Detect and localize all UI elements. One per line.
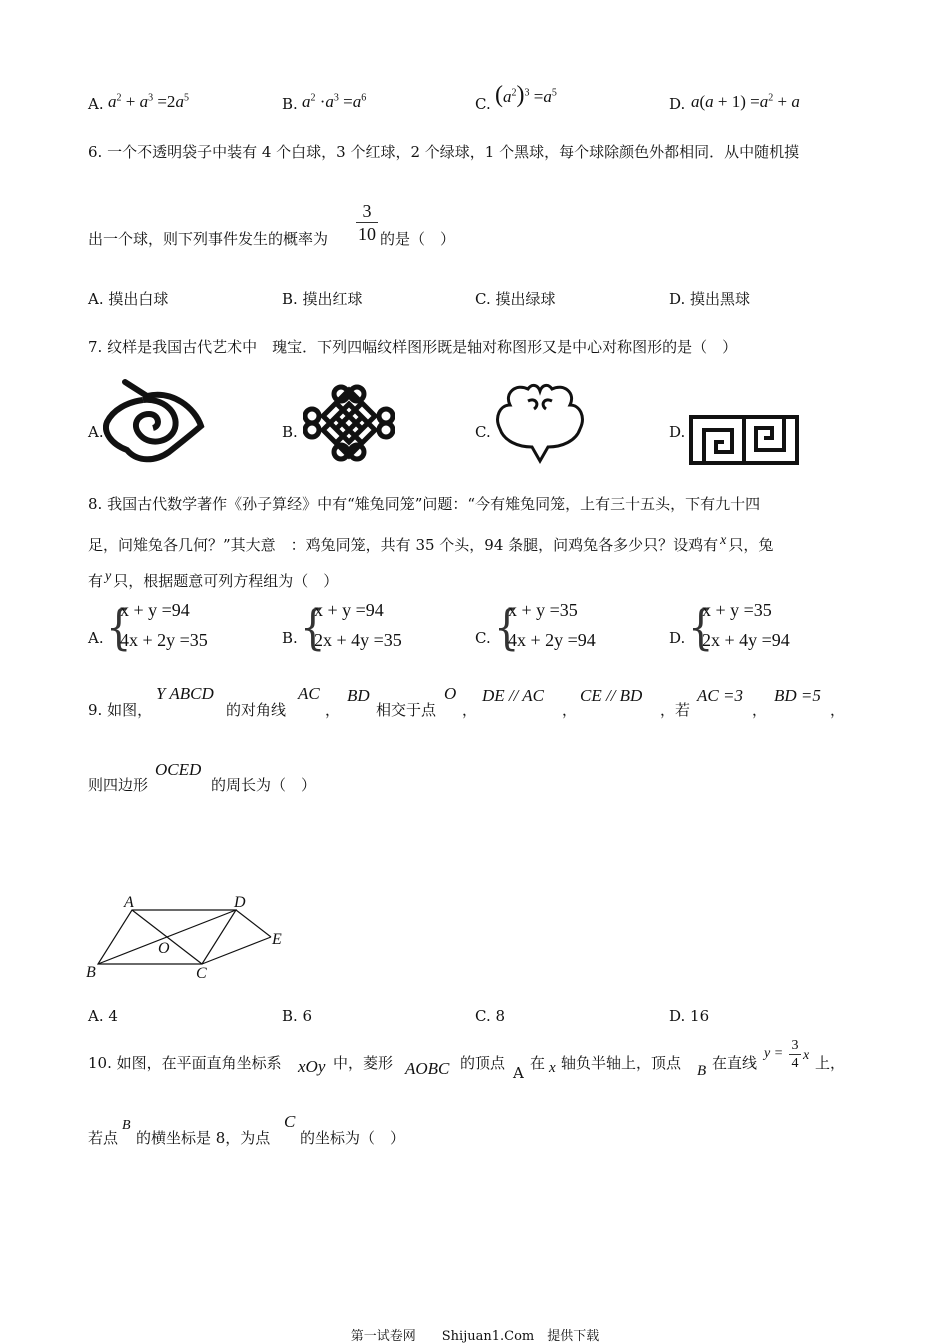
q10-xoy: xOy	[298, 1057, 326, 1076]
fraction-denominator: 4	[789, 1054, 801, 1073]
q10-x-var: x	[803, 1048, 810, 1063]
var-x: x	[720, 533, 727, 548]
q8-option-b-label: B.	[282, 629, 298, 647]
q10-line2-tail: 的坐标为（ ）	[300, 1129, 406, 1147]
q10-point-c: C	[284, 1112, 296, 1131]
q6-fraction	[356, 200, 378, 245]
left-brace-icon: {	[688, 600, 714, 656]
left-brace-icon: {	[106, 600, 132, 656]
equation-2: 4x + 2y =94	[508, 630, 596, 650]
q9-oced: OCED	[155, 760, 202, 779]
equation-1: x + y =35	[702, 600, 772, 620]
q8-stem-line1: 8. 我国古代数学著作《孙子算经》中有“雉兔同笼”问题：“今有雉兔同笼，上有三十五头，下有九十四	[88, 495, 761, 513]
segment-ce	[202, 937, 271, 964]
q8-stem-line3	[88, 567, 338, 591]
q9-comma-5: ，	[752, 701, 768, 719]
q9-geometry-figure	[84, 890, 294, 986]
fraction-numerator: 3	[791, 1038, 799, 1053]
q9-comma-3: ，	[562, 701, 578, 719]
q9-comma-4: ，若	[660, 701, 691, 719]
q10-text-rhombus: 中，菱形	[333, 1054, 394, 1072]
q5-option-b	[282, 94, 298, 114]
q9-ac: AC	[298, 684, 320, 703]
q10-text-on: 在	[530, 1054, 546, 1072]
q10-line2-mid: 的横坐标是 8，为点	[136, 1129, 271, 1147]
equation-1: x + y =94	[120, 600, 190, 620]
q8-stem-line2	[88, 531, 773, 555]
equation-2: 2x + 4y =35	[314, 630, 402, 650]
q9-comma-6: ，	[830, 701, 846, 719]
endless-knot-pattern-icon	[303, 384, 395, 462]
q5-option-a	[88, 94, 104, 114]
equation-1: x + y =35	[508, 600, 578, 620]
q10-point-a: A	[513, 1064, 524, 1082]
q10-fraction	[789, 1038, 801, 1073]
equation-2: 4x + 2y =35	[120, 630, 208, 650]
q5-option-c-formula: $(a^2)^3 =a^5$	[495, 82, 557, 108]
q6-option-a: A. 摸出白球	[88, 290, 169, 308]
q5-option-c	[475, 94, 491, 114]
q8-option-b-system	[300, 600, 430, 658]
fraction-numerator: 3	[362, 201, 372, 221]
point-c-label: C	[196, 965, 207, 982]
q10-text-vertex: 的顶点	[460, 1054, 506, 1072]
q8-line3-head: 有	[88, 572, 104, 590]
q8-option-c-system	[494, 600, 624, 658]
page-footer: 第一试卷网 Shijuan1.Com 提供下载	[350, 1329, 600, 1344]
q10-point-b: B	[697, 1063, 707, 1079]
var-y: y	[105, 569, 112, 584]
q9-bd: BD	[347, 686, 370, 705]
q9-o: O	[444, 684, 457, 703]
equation-2: 2x + 4y =94	[702, 630, 790, 650]
q8-option-c-label: C.	[475, 629, 491, 647]
q6-option-c: C. 摸出绿球	[475, 290, 556, 308]
q9-ce-parallel: CE // BD	[580, 686, 643, 705]
q9-text-diagonal: 的对角线	[226, 701, 287, 719]
q9-ac-value: AC =3	[697, 686, 743, 705]
q9-line2-tail: 的周长为（ ）	[211, 776, 317, 794]
q9-parallelogram: Y ABCD	[156, 684, 214, 703]
q7-label-a: A.	[88, 423, 104, 441]
segment-de	[236, 910, 271, 937]
q9-bd-value: BD =5	[774, 686, 821, 705]
left-brace-icon: {	[300, 600, 326, 656]
option-label: B.	[282, 95, 298, 113]
q6-stem-line2b: 的是（ ）	[380, 230, 456, 248]
point-a-label: A	[124, 894, 134, 911]
q9-comma-2: ，	[462, 701, 478, 719]
q5-option-b-formula: $a^2 \cdot a^3 =a^6$	[302, 92, 367, 111]
q8-line2-text: 足，问雉兔各几何？”其大意 ：鸡兔同笼，共有 35 个头，94 条腿，问鸡兔各多少只？设鸡有	[88, 536, 719, 554]
q10-line2-head: 若点	[88, 1129, 119, 1147]
q6-option-d: D. 摸出黑球	[669, 290, 751, 308]
q5-option-d-formula: $a(a + 1) =a^2 + a$	[691, 92, 800, 111]
q9-option-d: D. 16	[669, 1007, 710, 1025]
q6-stem-line1: 6. 一个不透明袋子中装有 4 个白球，3 个红球，2 个绿球，1 个黑球，每个球除颜色外都相同．从中随机摸	[88, 143, 800, 161]
option-label: A.	[88, 95, 104, 113]
cloud-spiral-pattern-icon	[103, 378, 205, 464]
q8-line3-tail: 只，根据题意可列方程组为（ ）	[113, 572, 339, 590]
q7-label-c: C.	[475, 423, 491, 441]
q9-line2-head: 则四边形	[88, 776, 149, 794]
equation-1: x + y =94	[314, 600, 384, 620]
q7-label-b: B.	[282, 423, 298, 441]
point-d-label: D	[234, 894, 246, 911]
q9-comma-1: ，	[325, 701, 341, 719]
q8-option-d-system	[688, 600, 818, 658]
q6-option-b: B. 摸出红球	[282, 290, 363, 308]
q5-option-d	[669, 94, 685, 114]
q8-option-a-label: A.	[88, 629, 104, 647]
q10-x-axis: x	[549, 1060, 556, 1076]
q7-stem: 7. 纹样是我国古代艺术中 瑰宝．下列四幅纹样图形既是轴对称图形又是中心对称图形的是（ ）	[88, 338, 738, 356]
left-brace-icon: {	[494, 600, 520, 656]
point-o-label: O	[158, 940, 170, 957]
point-b-label: B	[86, 964, 96, 981]
q10-point-b2: B	[122, 1118, 131, 1133]
fraction-denominator: 10	[358, 224, 376, 244]
q10-text-neg-axis: 轴负半轴上，顶点	[561, 1054, 682, 1072]
q10-y-eq: y =	[764, 1046, 784, 1061]
q8-option-a-system	[106, 600, 236, 658]
q9-de-parallel: DE // AC	[482, 686, 545, 705]
q10-text-on2: 上，	[815, 1054, 846, 1072]
q8-line2-tail: 只，兔	[728, 536, 774, 554]
q9-option-b: B. 6	[282, 1007, 313, 1025]
q7-label-d: D.	[669, 423, 686, 441]
q10-text-line: 在直线	[712, 1054, 758, 1072]
q9-option-c: C. 8	[475, 1007, 506, 1025]
q6-stem-line2a: 出一个球，则下列事件发生的概率为	[88, 230, 329, 248]
q9-prefix: 9. 如图，	[88, 701, 153, 719]
point-e-label: E	[272, 931, 282, 948]
option-label: D.	[669, 95, 686, 113]
q9-text-intersect: 相交于点	[376, 701, 437, 719]
option-label: C.	[475, 95, 491, 113]
q10-prefix: 10. 如图，在平面直角坐标系	[88, 1054, 282, 1072]
ruyi-cloud-pattern-icon	[494, 381, 586, 465]
q5-option-a-formula: $a^2 + a^3 =2a^5$	[108, 92, 189, 111]
greek-key-pattern-icon	[688, 414, 800, 466]
q9-option-a: A. 4	[88, 1007, 118, 1025]
q10-aobc: AOBC	[405, 1059, 450, 1078]
q8-option-d-label: D.	[669, 629, 686, 647]
